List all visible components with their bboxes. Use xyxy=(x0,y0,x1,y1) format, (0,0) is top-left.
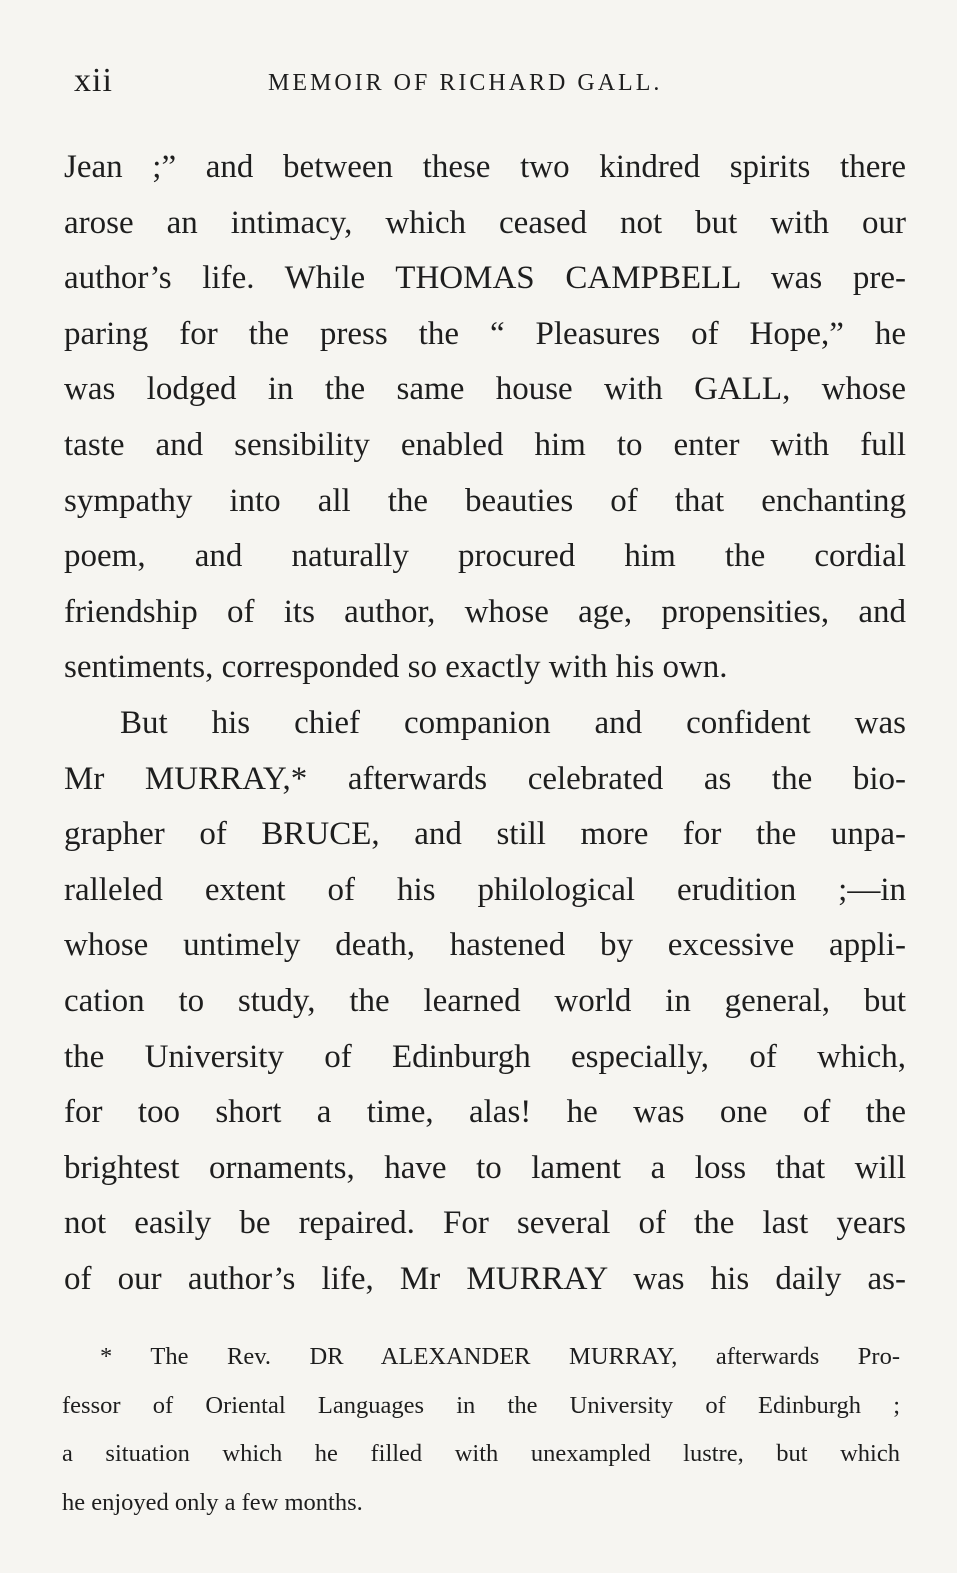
text-line: But his chief companion and confident was xyxy=(120,704,906,741)
text-line: ralleled extent of his philological erudition ;—in xyxy=(64,871,906,908)
text-line: arose an intimacy, which ceased not but with our xyxy=(64,204,906,241)
text-line: grapher of BRUCE, and still more for the unpa- xyxy=(64,816,906,853)
body-text xyxy=(64,140,906,1307)
text-line: poem, and naturally procured him the cordial xyxy=(64,538,906,575)
footnote xyxy=(62,1333,900,1527)
text-line: author’s life. While THOMAS CAMPBELL was pre- xyxy=(64,260,906,297)
text-line: not easily be repaired. For several of the last years xyxy=(64,1205,906,1242)
text-line: for too short a time, alas! he was one of the xyxy=(64,1094,906,1131)
text-line: taste and sensibility enabled him to enter with full xyxy=(64,426,906,463)
footnote-line: fessor of Oriental Languages in the University of Edinburgh ; xyxy=(62,1391,900,1419)
footnote-line: he enjoyed only a few months. xyxy=(62,1488,363,1516)
text-line: Jean ;” and between these two kindred spirits there xyxy=(64,149,906,185)
text-line: sentiments, corresponded so exactly with his own. xyxy=(64,649,728,686)
page-header xyxy=(68,62,908,102)
footnote-line: * The Rev. DR ALEXANDER MURRAY, afterwards Pro- xyxy=(100,1343,900,1370)
page-number: xii xyxy=(74,62,113,99)
text-line: cation to study, the learned world in general, but xyxy=(64,982,906,1019)
text-line: brightest ornaments, have to lament a loss that will xyxy=(64,1149,906,1186)
text-line: friendship of its author, whose age, propensities, and xyxy=(64,593,906,630)
text-line: sympathy into all the beauties of that enchanting xyxy=(64,482,906,519)
running-head: MEMOIR OF RICHARD GALL. xyxy=(268,70,663,96)
footnote-line: a situation which he filled with unexampled lustre, but which xyxy=(62,1440,900,1467)
text-line: paring for the press the “ Pleasures of Hope,” he xyxy=(64,315,906,352)
text-line: Mr MURRAY,* afterwards celebrated as the bio- xyxy=(64,760,906,797)
text-line: the University of Edinburgh especially, of which, xyxy=(64,1038,906,1075)
text-line: whose untimely death, hastened by excessive appli- xyxy=(64,927,906,964)
text-line: of our author’s life, Mr MURRAY was his daily as- xyxy=(64,1260,906,1297)
text-line: was lodged in the same house with GALL, whose xyxy=(64,371,906,408)
